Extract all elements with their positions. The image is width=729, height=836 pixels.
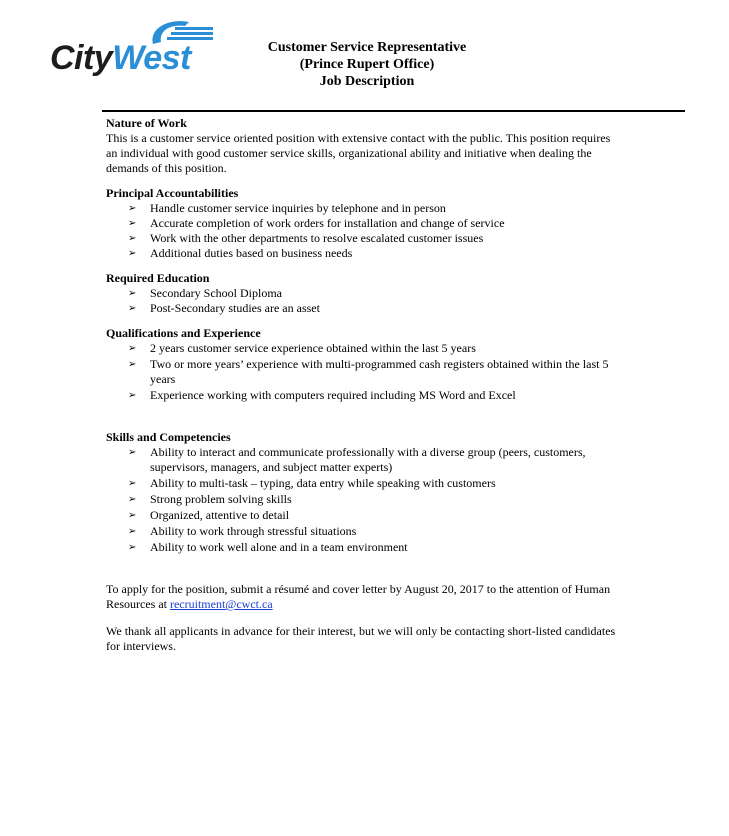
section-heading: Skills and Competencies [106,430,231,444]
list-item: ➢ Experience working with computers required including MS Word and Excel [128,388,516,402]
list-item: ➢ Ability to multi-task – typing, data entry while speaking with customers [128,476,496,490]
logo-city-text: City [50,39,113,77]
list-item: ➢ Organized, attentive to detail [128,508,290,522]
arrowhead-bullet-icon: ➢ [128,288,137,299]
list-item: ➢ Ability to work well alone and in a team environment [128,540,408,554]
recruitment-email-link[interactable]: recruitment@cwct.ca [169,597,273,611]
list-item: ➢ 2 years customer service experience obtained within the last 5 years [128,341,476,355]
arrowhead-bullet-icon: ➢ [128,203,137,214]
list-item: ➢ Additional duties based on business needs [128,246,353,260]
paragraph-line: We thank all applicants in advance for their interest, but we will only be contacting short-listed candidates [106,624,616,638]
bullet-list [106,341,608,403]
bullet-list [106,445,586,555]
section-skills-competencies [106,430,586,555]
section-thanks [106,624,615,654]
arrowhead-bullet-icon: ➢ [128,542,137,553]
section-heading: Principal Accountabilities [106,186,239,200]
paragraph-line: This is a customer service oriented position with extensive contact with the public. This position requires [106,131,611,145]
title-line-2: (Prince Rupert Office) [299,57,435,72]
paragraph-line: an individual with good customer service skills, organizational ability and initiative when dealing the [106,146,592,160]
bullet-list [106,286,320,316]
arrowhead-bullet-icon: ➢ [128,248,137,259]
title-line-1: Customer Service Representative [267,40,467,55]
document-title [232,39,502,90]
list-item: ➢ Ability to interact and communicate professionally with a diverse group (peers, customers, supervisors, managers, and subject matter experts) [128,445,586,474]
paragraph-line [106,597,610,612]
list-item: ➢ Strong problem solving skills [128,492,292,506]
paragraph-line: To apply for the position, submit a résumé and cover letter by August 20, 2017 to the attention of Human [106,582,611,596]
list-item: ➢ Work with the other departments to resolve escalated customer issues [128,231,484,245]
paragraph-line: for interviews. [106,639,176,653]
arrowhead-bullet-icon: ➢ [128,447,137,458]
arrowhead-bullet-icon: ➢ [128,233,137,244]
citywest-logo [50,18,210,78]
paragraph-text: Resources at [106,597,170,611]
header-divider [102,110,685,112]
arrowhead-bullet-icon: ➢ [128,526,137,537]
arrowhead-bullet-icon: ➢ [128,303,137,314]
list-item: ➢ Two or more years’ experience with multi-programmed cash registers obtained within the last 5 years [128,357,609,386]
arrowhead-bullet-icon: ➢ [128,390,137,401]
list-item: ➢ Post-Secondary studies are an asset [128,301,320,315]
section-nature-of-work [106,116,610,176]
section-heading: Required Education [106,271,210,285]
arrowhead-bullet-icon: ➢ [128,218,137,229]
arrowhead-bullet-icon: ➢ [128,359,137,370]
paragraph-line: demands of this position. [106,161,227,175]
arrowhead-bullet-icon: ➢ [128,478,137,489]
list-item: ➢ Handle customer service inquiries by telephone and in person [128,201,446,215]
title-line-3: Job Description [319,74,415,89]
bullet-list [106,201,505,261]
list-item: ➢ Secondary School Diploma [128,286,282,300]
section-how-to-apply [106,582,610,612]
list-item: ➢ Accurate completion of work orders for installation and change of service [128,216,505,230]
section-required-education [106,271,320,316]
arrowhead-bullet-icon: ➢ [128,494,137,505]
list-item: ➢ Ability to work through stressful situations [128,524,357,538]
section-heading: Nature of Work [106,116,187,130]
section-heading: Qualifications and Experience [106,326,261,340]
section-principal-accountabilities [106,186,505,261]
logo-west-text: West [112,39,191,77]
arrowhead-bullet-icon: ➢ [128,510,137,521]
arrowhead-bullet-icon: ➢ [128,343,137,354]
section-qualifications-experience [106,326,608,403]
